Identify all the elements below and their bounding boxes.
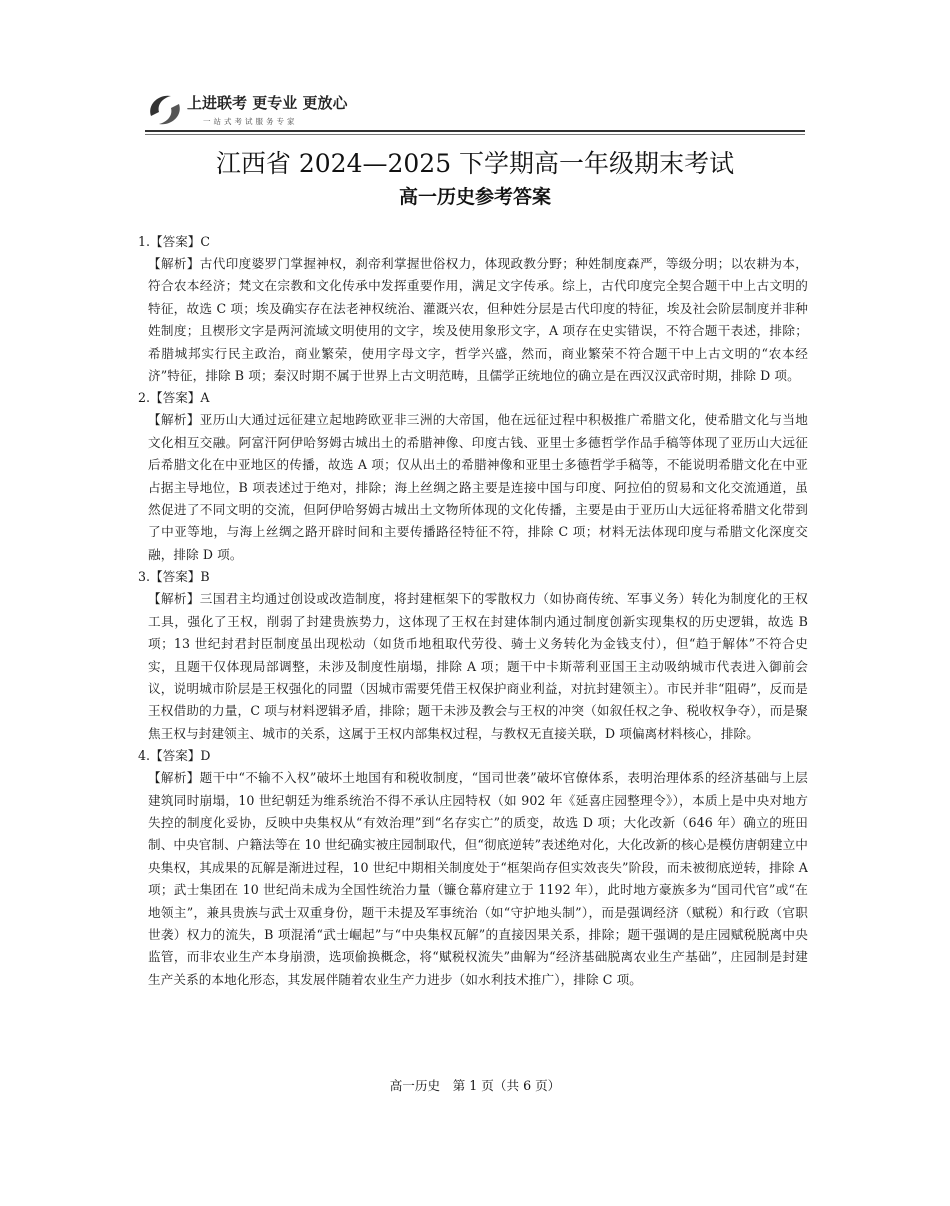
question-analysis: 【解析】亚历山大通过远征建立起地跨欧亚非三洲的大帝国，他在远征过程中积极推广希腊文化，使希腊文化与当地文化相互交融。阿富汗阿伊哈努姆古城出土的希腊神像、印度古钱、亚里士多德哲学作品手稿等体现了亚历山大远征后希腊文化在中亚地区的传播，故选 A 项；仅从出土的希腊神像和亚里士多德哲学手稿等，不能说明希腊文化在中亚占据主导地位，B 项表述过于绝对，排除；海上丝绸之路主要是连接中国与印度、阿拉伯的贸易和文化交流通道，虽然促进了不同文明的交流，但阿伊哈努姆古城出土文物所体现的文化传播，主要是由于亚历山大远征将希腊文化带到了中亚等地，与海上丝绸之路开辟时间和主要传播路径特征不符，排除 C 项；材料无法体现印度与希腊文化深度交融，排除 D 项。 <box>148 412 808 562</box>
answer-key-title: 高一历史参考答案 <box>398 186 551 208</box>
question-analysis: 【解析】题干中“不输不入权”破坏土地国有和税收制度，“国司世袭”破坏官僚体系，表明治理体系的经济基础与上层建筑同时崩塌，10 世纪朝廷为维系统治不得不承认庄园特权（如 902 年《延喜庄园整理令》），本质上是中央对地方失控的制度化妥协，反映中央集权从“有效治理”到“名存实亡”的质变，故选 D 项；大化改新（646 年）确立的班田制、中央官制、户籍法等在 10 世纪确实被庄园制取代，但“彻底逆转”表述绝对化，大化改新的核心是模仿唐朝建立中央集权，其成果的瓦解是渐进过程，10 世纪中期相关制度处于“框架尚存但实效丧失”阶段，而未被彻底逆转，排除 A 项；武士集团在 10 世纪尚未成为全国性统治力量（镰仓幕府建立于 1192 年），此时地方豪族多为“国司代官”或“在地领主”，兼具贵族与武士双重身份，题干未提及军事统治（如“守护地头制”），而是强调经济（赋税）和行政（官职世袭）权力的流失，B 项混淆“武士崛起”与“中央集权瓦解”的直接因果关系，排除；题干强调的是庄园赋税脱离中央监管，而非农业生产本身崩溃，选项偷换概念，将“赋税权流失”曲解为“经济基础脱离农业生产基础”，庄园制是封建生产关系的本地化形态，其发展伴随着农业生产力进步（如水利技术推广），排除 C 项。 <box>148 770 808 987</box>
question-answer: 1.【答案】C <box>138 234 211 249</box>
question-answer: 3.【答案】B <box>138 569 210 585</box>
page-footer: 高一历史 第 1 页（共 6 页） <box>389 1078 561 1093</box>
question-answer: 4.【答案】D <box>138 748 211 764</box>
brand-subtitle: 一站式考试服务专家 <box>203 117 298 126</box>
svg-text:S: S <box>160 104 170 118</box>
question-3 <box>138 566 808 745</box>
question-analysis: 【解析】三国君主均通过创设或改造制度，将封建框架下的零散权力（如协商传统、军事义务）转化为制度化的王权工具，强化了王权，削弱了封建贵族势力，这体现了王权在封建体制内通过制度创新实现集权的历史逻辑，故选 B 项；13 世纪封君封臣制度虽出现松动（如货币地租取代劳役、骑士义务转化为金钱支付），但“趋于解体”不符合史实，且题干仅体现局部调整，未涉及制度性崩塌，排除 A 项；题干中卡斯蒂利亚国王主动吸纳城市代表进入御前会议，说明城市阶层是王权强化的同盟（因城市需要凭借王权保护商业利益，对抗封建领主）。市民并非“阻碍”，反而是王权借助的力量，C 项与材料逻辑矛盾，排除；题干未涉及教会与王权的冲突（如叙任权之争、税收权争夺），而是聚焦王权与封建领主、城市的关系，这属于王权内部集权过程，与教权无直接关联，D 项偏离材料核心，排除。 <box>148 591 808 741</box>
header-divider-thin <box>145 134 805 135</box>
exam-title: 江西省 2024—2025 下学期高一年级期末考试 <box>215 149 735 178</box>
question-analysis: 【解析】古代印度婆罗门掌握神权，刹帝利掌握世俗权力，体现政教分野；种姓制度森严，等级分明；以农耕为本，符合农本经济；梵文在宗教和文化传承中发挥重要作用，满足文字传承。综上，古代印度完全契合题干中上古文明的特征，故选 C 项；埃及确实存在法老神权统治、灌溉兴农，但种姓分层是古代印度的特征，埃及社会阶层制度并非种姓制度；且楔形文字是两河流域文明使用的文字，埃及使用象形文字，A 项存在史实错误，不符合题干表述，排除；希腊城邦实行民主政治，商业繁荣，使用字母文字，哲学兴盛，然而，商业繁荣不符合题干中上古文明的“农本经济”特征，排除 B 项；秦汉时期不属于世界上古文明范畴，且儒学正统地位的确立是在西汉汉武帝时期，排除 D 项。 <box>148 256 808 384</box>
brand-logo-icon <box>145 90 185 130</box>
answer-list <box>138 231 808 991</box>
question-4 <box>138 745 808 991</box>
brand-slogan: 上进联考 更专业 更放心 <box>187 94 348 112</box>
question-2 <box>138 387 808 566</box>
page-header <box>145 86 805 134</box>
header-divider <box>145 130 805 132</box>
question-1 <box>138 231 808 387</box>
question-answer: 2.【答案】A <box>138 390 210 406</box>
